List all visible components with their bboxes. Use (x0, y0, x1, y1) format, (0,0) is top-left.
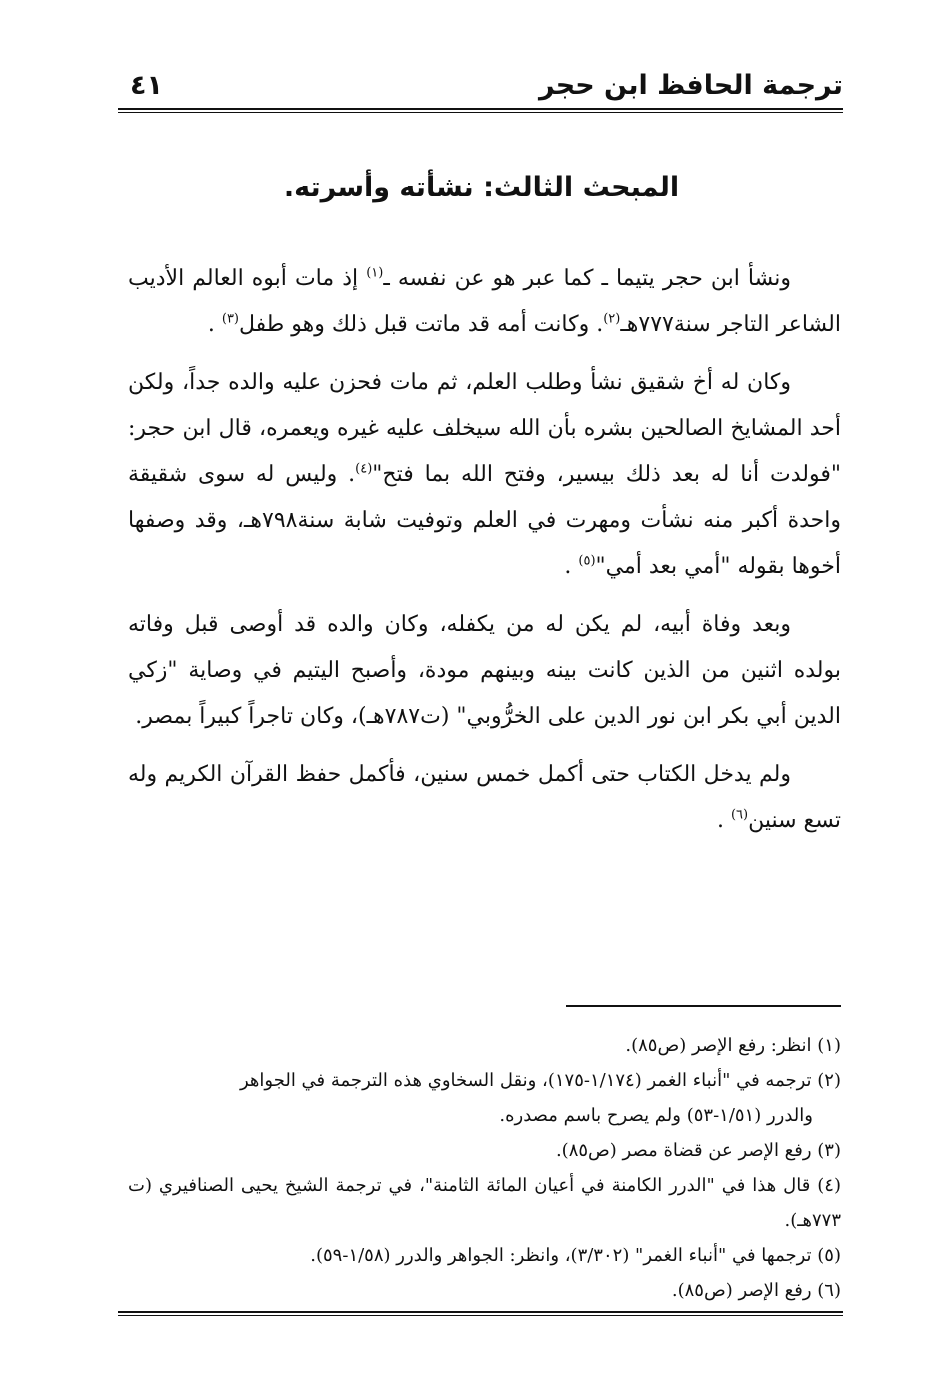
running-header (118, 70, 843, 110)
paragraph-text: وبعد وفاة أبيه، لم يكن له من يكفله، وكان والده قد أوصى قبل وفاته بولده اثنين من الذين كانت بينه وبينهم مودة، وأصبح اليتيم في وصاية "زكي الدين أبي بكر ابن نور الدين على الخرُّوبي" (ت٧٨٧هـ)، وكان تاجراً كبيراً بمصر. (128, 612, 841, 729)
footnote-reference: (٥) (578, 553, 596, 569)
paragraph-text: إذ مات أبوه العالم الأديب الشاعر التاجر سنة٧٧٧هـ (128, 266, 841, 337)
header-rule (118, 108, 843, 113)
bottom-rule (118, 1311, 843, 1316)
footnote-line: (٥) ترجمها في "أنباء الغمر" (٣/٣٠٢)، وانظر: الجواهر والدرر (١/٥٨-٥٩). (310, 1245, 841, 1266)
body-paragraph (128, 602, 841, 740)
paragraph-text: . (716, 808, 731, 833)
footnote-line: (١) انظر: رفع الإصر (ص٨٥). (625, 1035, 841, 1056)
footnote-line: والدرر (١/٥١-٥٣) ولم يصرح باسم مصدره. (499, 1105, 813, 1126)
running-title: ترجمة الحافظ ابن حجر (538, 70, 843, 101)
footnotes (128, 1028, 841, 1308)
footnote-separator (566, 1005, 841, 1007)
section-title: المبحث الثالث: نشأته وأسرته. (283, 172, 680, 203)
paragraph-text: . وكانت أمه قد ماتت قبل ذلك وهو طفل (239, 312, 604, 337)
paragraph-text: . (207, 312, 222, 337)
footnote-line: (٣) رفع الإصر عن قضاة مصر (ص٨٥). (555, 1140, 841, 1161)
paragraph-text: . (564, 554, 579, 579)
paragraph-text: . وليس له سوى شقيقة واحدة أكبر منه نشأت ومهرت في العلم وتوفيت شابة سنة٧٩٨هـ، وقد وصفها أخوها بقوله "أمي بعد أمي" (128, 462, 841, 579)
footnote-reference: (٦) (730, 807, 749, 823)
footnote-line: (٢) ترجمه في "أنباء الغمر (١/١٧٤-١٧٥)، ونقل السخاوي هذه الترجمة في الجواهر (240, 1070, 841, 1091)
footnote-reference: (٤) (355, 461, 373, 477)
footnote-line: (٤) قال هذا في "الدرر الكامنة في أعيان المائة الثامنة"، في ترجمة الشيخ يحيى الصنافيري (ت ٧٧٣هـ). (128, 1175, 841, 1231)
body-paragraph (128, 752, 841, 844)
paragraph-text: وكان له أخ شقيق نشأ وطلب العلم، ثم مات فحزن عليه والده جداً، ولكن أحد المشايخ الصالحين بشره بأن الله سيخلف عليه غيره ويعمره، قال ابن حجر: "فولدت أنا له بعد ذلك بيسير، وفتح الله بما فتح" (128, 370, 842, 487)
paragraph-text: ونشأ ابن حجر يتيما ـ كما عبر هو عن نفسه ـ (383, 266, 791, 291)
footnote-reference: (٣) (221, 311, 239, 327)
page-number: ٤١ (130, 70, 163, 101)
paragraph-text: ولم يدخل الكتاب حتى أكمل خمس سنين، فأكمل حفظ القرآن الكريم وله تسع سنين (128, 762, 841, 833)
body-paragraph (128, 360, 841, 590)
footnote-line: (٦) رفع الإصر (ص٨٥). (671, 1280, 841, 1301)
footnote-reference: (٢) (603, 311, 621, 327)
footnote-reference: (١) (366, 265, 384, 281)
body-paragraph (128, 256, 841, 348)
body-text (128, 256, 841, 856)
